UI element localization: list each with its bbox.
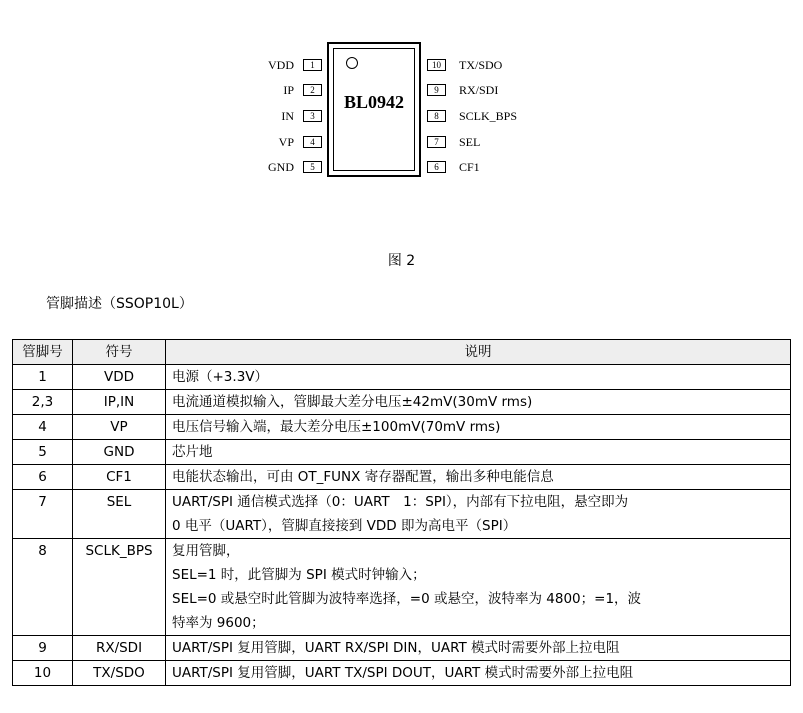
pin-number-box: 5 — [303, 161, 322, 173]
pin-number-box: 7 — [427, 136, 446, 148]
pin-label: VP — [278, 135, 294, 149]
description-line: 电流通道模拟输入，管脚最大差分电压±42mV(30mV rms) — [172, 394, 533, 410]
pin-number-cell: 4 — [13, 415, 73, 440]
pin-number-cell: 7 — [13, 490, 73, 539]
symbol-cell: TX/SDO — [73, 661, 166, 686]
pin1-marker-icon — [346, 57, 358, 69]
table-body — [13, 365, 791, 686]
description-cell — [166, 636, 791, 661]
description-line: 特率为 9600； — [172, 615, 265, 631]
pin-description-table — [12, 339, 791, 686]
pin-number-box: 8 — [427, 110, 446, 122]
description-line: 电能状态输出，可由 OT_FUNX 寄存器配置，输出多种电能信息 — [172, 469, 554, 485]
figure-caption: 图 2 — [387, 253, 416, 269]
chip-body — [327, 42, 421, 177]
pin-number-box: 3 — [303, 110, 322, 122]
pin-number-cell: 10 — [13, 661, 73, 686]
description-line: 0 电平（UART），管脚直接接到 VDD 即为高电平（SPI） — [172, 518, 517, 534]
description-line: UART/SPI 通信模式选择（0：UART 1：SPI），内部有下拉电阻，悬空即为 — [172, 494, 629, 510]
table-header-row — [13, 340, 791, 365]
description-cell — [166, 539, 791, 636]
pin-label: GND — [268, 160, 294, 174]
description-cell — [166, 415, 791, 440]
table-row — [13, 661, 791, 686]
pin-number-box: 2 — [303, 84, 322, 96]
table-row — [13, 365, 791, 390]
chip-name: BL0942 — [343, 92, 404, 112]
description-cell — [166, 465, 791, 490]
table-row — [13, 636, 791, 661]
description-line: 芯片地 — [172, 444, 213, 460]
pin-number-box: 1 — [303, 59, 322, 71]
pin-number-cell: 6 — [13, 465, 73, 490]
table-row — [13, 390, 791, 415]
description-line: UART/SPI 复用管脚，UART RX/SPI DIN，UART 模式时需要外部上拉电阻 — [172, 640, 620, 656]
table-row — [13, 539, 791, 636]
description-cell — [166, 661, 791, 686]
pin-number-cell: 9 — [13, 636, 73, 661]
description-line: 电源（+3.3V） — [172, 369, 269, 385]
description-cell — [166, 390, 791, 415]
pin-label: IN — [281, 109, 294, 123]
header-pin-number: 管脚号 — [13, 340, 73, 365]
pin-label: CF1 — [459, 160, 480, 174]
pin-label: IP — [283, 83, 294, 97]
symbol-cell: VP — [73, 415, 166, 440]
pin-number-cell: 8 — [13, 539, 73, 636]
description-line: SEL=0 或悬空时此管脚为波特率选择，=0 或悬空，波特率为 4800；=1，波 — [172, 591, 642, 607]
symbol-cell: GND — [73, 440, 166, 465]
pin-label: SEL — [459, 135, 481, 149]
symbol-cell: IP,IN — [73, 390, 166, 415]
header-symbol: 符号 — [73, 340, 166, 365]
pin-label: SCLK_BPS — [459, 109, 518, 123]
pin-label: VDD — [268, 58, 294, 72]
table-row — [13, 440, 791, 465]
symbol-cell: SEL — [73, 490, 166, 539]
pin-number-box: 4 — [303, 136, 322, 148]
symbol-cell: VDD — [73, 365, 166, 390]
description-line: SEL=1 时，此管脚为 SPI 模式时钟输入； — [172, 567, 426, 583]
symbol-cell: CF1 — [73, 465, 166, 490]
pin-number-cell: 5 — [13, 440, 73, 465]
description-cell — [166, 440, 791, 465]
pin-number-box: 6 — [427, 161, 446, 173]
symbol-cell: RX/SDI — [73, 636, 166, 661]
pin-number-cell: 1 — [13, 365, 73, 390]
description-cell — [166, 365, 791, 390]
pin-number-box: 9 — [427, 84, 446, 96]
description-line: 复用管脚， — [172, 543, 240, 559]
chip-pinout-diagram — [0, 0, 803, 220]
pin-label: RX/SDI — [459, 83, 499, 97]
pin-number-cell: 2,3 — [13, 390, 73, 415]
table-row — [13, 465, 791, 490]
description-line: UART/SPI 复用管脚，UART TX/SPI DOUT，UART 模式时需要外部上拉电阻 — [172, 665, 634, 681]
description-cell — [166, 490, 791, 539]
symbol-cell: SCLK_BPS — [73, 539, 166, 636]
description-line: 电压信号输入端，最大差分电压±100mV(70mV rms) — [172, 419, 501, 435]
table-row — [13, 415, 791, 440]
section-title: 管脚描述（SSOP10L） — [46, 296, 193, 312]
pin-number-box: 10 — [427, 59, 446, 71]
table-row — [13, 490, 791, 539]
pin-label: TX/SDO — [459, 58, 503, 72]
header-description: 说明 — [166, 340, 791, 365]
